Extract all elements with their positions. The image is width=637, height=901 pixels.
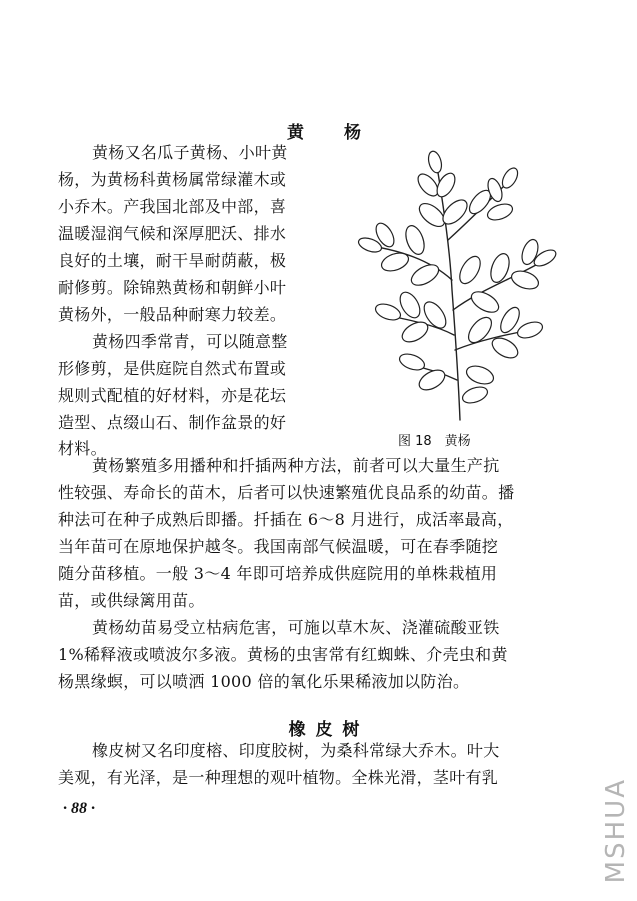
section-title-xiangpishu: 橡 皮 树 [288, 720, 362, 740]
text-line: 随分苗移植。一般 3～4 年即可培养成供庭院用的单株栽植用 [58, 564, 498, 583]
text-line: 形修剪，是供庭院自然式布置或 [58, 359, 287, 378]
page-number: · 88 · [63, 800, 95, 817]
text-line: 良好的土壤，耐干旱耐荫蔽，极 [58, 251, 287, 270]
text-line: 杨，为黄杨科黄杨属常绿灌木或 [58, 170, 287, 189]
text-line: 黄杨繁殖多用播种和扦插两种方法，前者可以大量生产抗 [92, 456, 500, 475]
text-line: 造型、点缀山石、制作盆景的好 [58, 413, 287, 432]
text-line: 橡皮树又名印度榕、印度胶树，为桑科常绿大乔木。叶大 [92, 741, 500, 760]
text-line: 小乔木。产我国北部及中部，喜 [58, 197, 287, 216]
text-line: 温暖湿润气候和深厚肥沃、排水 [58, 224, 287, 243]
text-line: 当年苗可在原地保护越冬。我国南部气候温暖，可在春季随挖 [58, 537, 499, 556]
figure-caption: 图 18 黄杨 [398, 434, 471, 449]
text-line: 苗，或供绿篱用苗。 [58, 591, 205, 610]
section-title-huangyang: 黄 杨 [287, 123, 363, 143]
text-line: 耐修剪。除锦熟黄杨和朝鲜小叶 [58, 278, 287, 297]
text-line: 1%稀释液或喷波尔多液。黄杨的虫害常有红蜘蛛、介壳虫和黄 [58, 645, 508, 664]
text-line: 黄杨外，一般品种耐寒力较差。 [58, 305, 287, 324]
text-line: 规则式配植的好材料，亦是花坛 [58, 386, 287, 405]
text-line: 杨黑缘螟，可以喷洒 1000 倍的氧化乐果稀液加以防治。 [58, 672, 470, 691]
text-line: 黄杨又名瓜子黄杨、小叶黄 [92, 143, 288, 162]
text-line: 性较强、寿命长的苗木，后者可以快速繁殖优良品系的幼苗。播 [58, 483, 515, 502]
text-line: 黄杨四季常青，可以随意整 [92, 332, 288, 351]
boxwood-illustration [340, 140, 585, 425]
watermark-text: MSHUA [601, 777, 631, 883]
text-line: 黄杨幼苗易受立枯病危害，可施以草木灰、浇灌硫酸亚铁 [92, 618, 500, 637]
text-line: 美观，有光泽，是一种理想的观叶植物。全株光滑，茎叶有乳 [58, 768, 499, 787]
text-line: 材料。 [58, 439, 107, 458]
text-line: 种法可在种子成熟后即播。扦插在 6～8 月进行，成活率最高， [58, 510, 514, 529]
